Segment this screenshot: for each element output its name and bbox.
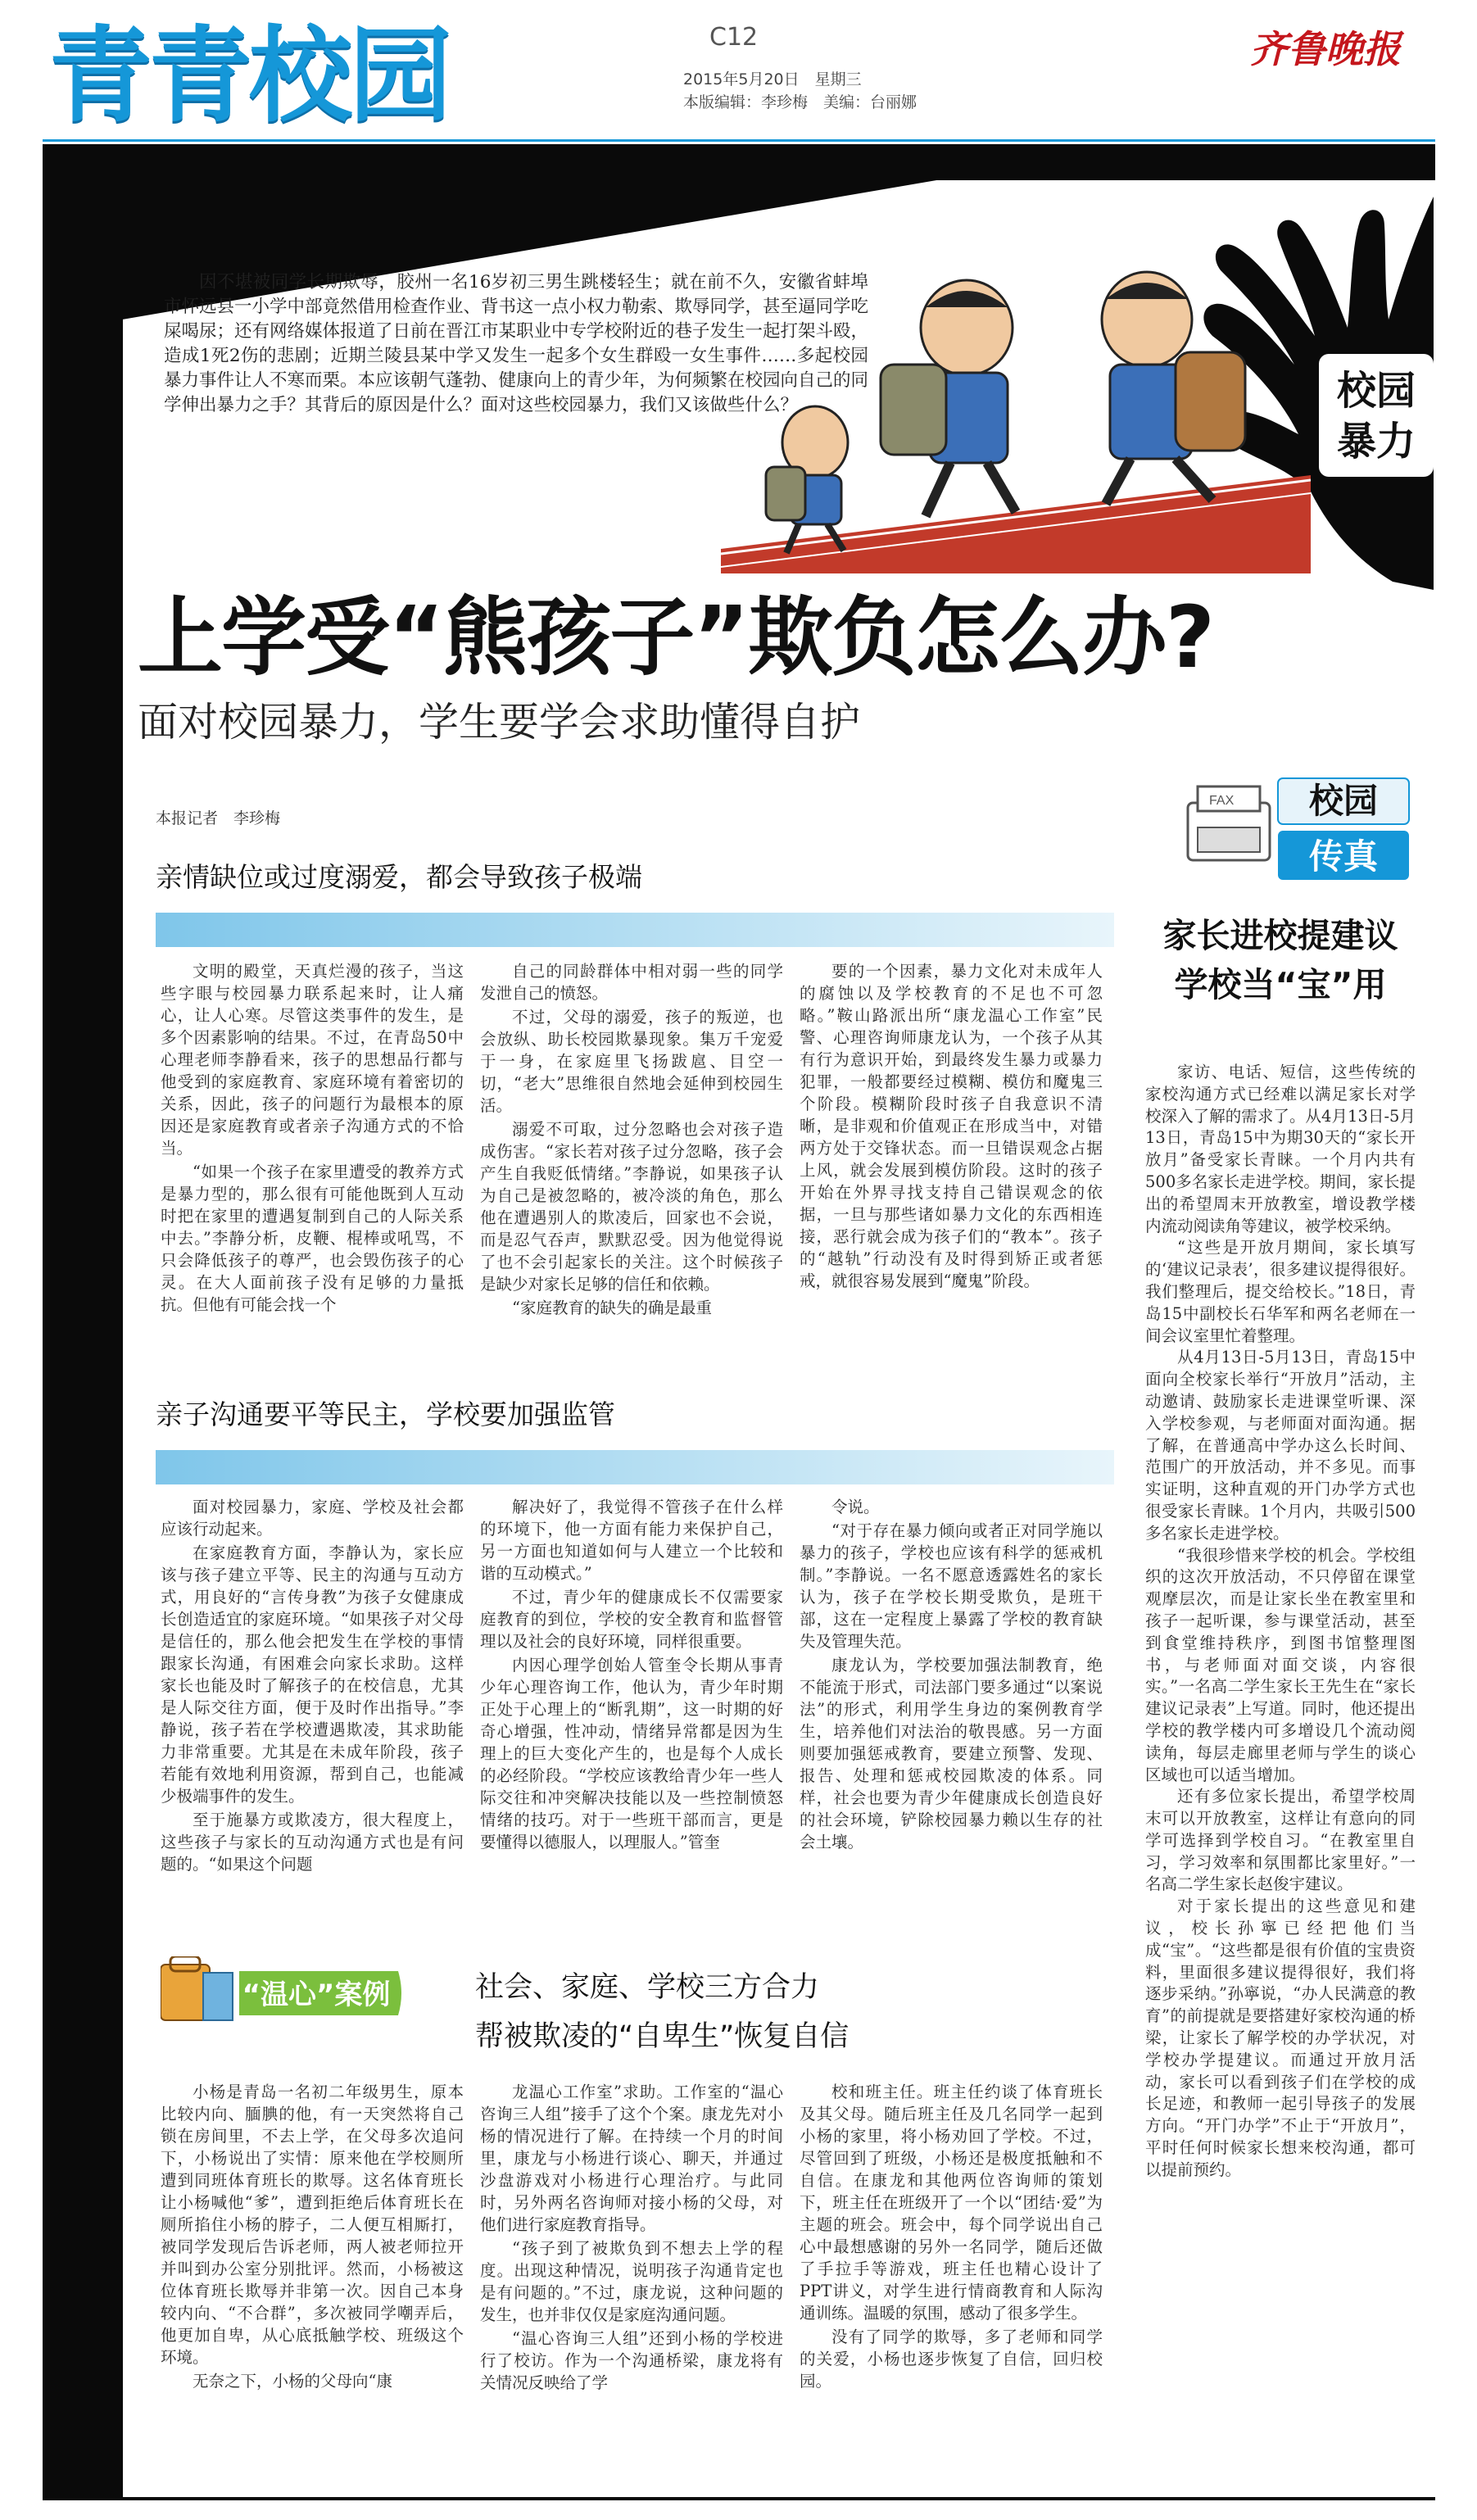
- fax-title-line1: 家长进校提建议: [1162, 916, 1398, 955]
- section1-col3: [800, 960, 1103, 1294]
- paragraph: 校和班主任。班主任约谈了体育班长及其父母。随后班主任及几名同学一起到小杨的家里，将小杨劝回了学校。不过，尽管回到了班级，小杨还是极度抵触和不自信。在康龙和其他两位咨询师的策划下，班主任在班级开了一个以“团结·爱”为主题的班会。班会中，每个同学说出自己心中最想感谢的另外一名同学，随后还做了手拉手等游戏，班主任也精心设计了PPT讲义，对学生进行情商教育和人际沟通训练。温暖的氛围，感动了很多学生。: [800, 2083, 1103, 2323]
- paragraph: 从4月13日-5月13日，青岛15中面向全校家长举行“开放月”活动，主动邀请、鼓励家长走进课堂听课、深入学校参观，与老师面对面沟通。据了解，在普通高中学办这么长时间、范围广的开放活动，并不多见。而事实证明，这种直观的开门办学方式也很受家长青睐。1个月内，共吸引500多名家长走进学校。: [1145, 1348, 1416, 1543]
- lead-paragraph: [164, 270, 868, 418]
- byline: 本报记者 李珍梅: [156, 809, 281, 827]
- section1-title: 亲情缺位或过度溺爱，都会导致孩子极端: [156, 861, 642, 893]
- badge-line2: 暴力: [1336, 419, 1416, 465]
- lead-text: 因不堪被同学长期欺辱，胶州一名16岁初三男生跳楼轻生；就在前不久，安徽省蚌埠市怀远县一小学中部竟然借用检查作业、背书这一点小权力勒索、欺辱同学，甚至逼同学吃屎喝尿；还有网络媒体报道了日前在晋江市某职业中专学校附近的巷子发生一起打架斗殴，造成1死2伤的悲剧；近期兰陵县某中学又发生一起多个女生群殴一女生事件……多起校园暴力事件让人不寒而栗。本应该朝气蓬勃、健康向上的青少年，为何频繁在校园向自己的同学伸出暴力之手？其背后的原因是什么？面对这些校园暴力，我们又该做些什么？: [164, 272, 869, 415]
- paragraph: 要的一个因素，暴力文化对未成年人的腐蚀以及学校教育的不足也不可忽略。”鞍山路派出所“康龙温心工作室”民警、心理咨询师康龙认为，一个孩子从其有行为意识开始，到最终发生暴力或暴力犯罪，一般都要经过模糊、模仿和魔鬼三个阶段。模糊阶段时孩子自我意识不清晰，是非观和价值观正在形成当中，对错两方处于交锋状态。而一旦错误观念占据上风，就会发展到模仿阶段。这时的孩子开始在外界寻找支持自己错误观念的依据，一旦与那些诸如暴力文化的东西相连接，恶行就会成为孩子们的“教本”。孩子的“越轨”行动没有及时得到矫正或者惩戒，就很容易发展到“魔鬼”阶段。: [800, 962, 1103, 1290]
- paragraph: 自己的同龄群体中相对弱一些的同学发泄自己的愤怒。: [480, 962, 783, 1003]
- case-col3: [800, 2081, 1103, 2394]
- paragraph: 康龙认为，学校要加强法制教育，绝不能流于形式，司法部门要多通过“以案说法”的形式，利用学生身边的案例教育学生，培养他们对法治的敬畏感。另一方面则要加强惩戒教育，要建立预警、发现、报告、处理和惩戒校园欺凌的体系。同样，社会也要为青少年健康成长创造良好的社会环境，铲除校园暴力赖以生存的社会土壤。: [800, 1656, 1103, 1851]
- section2-bar: [156, 1450, 1114, 1484]
- newspaper-logo: 齐鲁晚报: [1250, 27, 1401, 71]
- badge-line1: 校园: [1336, 368, 1416, 414]
- section2-col3: [800, 1496, 1103, 1855]
- fax-title: [1145, 911, 1416, 1009]
- case-title-line2: 帮被欺凌的“自卑生”恢复自信: [475, 2020, 850, 2053]
- paragraph: 龙温心工作室”求助。工作室的“温心咨询三人组”接手了这个个案。康龙先对小杨的情况进行了解。在持续一个月的时间里，康龙与小杨进行谈心、聊天，并通过沙盘游戏对小杨进行心理治疗。与此同时，另外两名咨询师对接小杨的父母，对他们进行家庭教育指导。: [480, 2083, 783, 2234]
- page-number: C12: [709, 23, 759, 52]
- paragraph: 令说。: [831, 1498, 880, 1516]
- paragraph: 无奈之下，小杨的父母向“康: [193, 2372, 392, 2391]
- paragraph: 小杨是青岛一名初二年级男生，原本比较内向、腼腆的他，有一天突然将自己锁在房间里，不去上学，在父母多次追问下，小杨说出了实情：原来他在学校厕所遭到同班体育班长的欺辱。这名体育班长让小杨喊他“爹”，遭到拒绝后体育班长在厕所掐住小杨的脖子，二人便互相厮打，被同学发现后告诉老师，两人被老师拉开并叫到办公室分别批评。然而，小杨被这位体育班长欺辱并非第一次。因自己本身较内向、“不合群”，多次被同学嘲弄后，他更加自卑，从心底抵触学校、班级这个环境。: [161, 2083, 464, 2367]
- section2-col2: [480, 1496, 783, 1855]
- paragraph: 对于家长提出的这些意见和建议，校长孙寧已经把他们当成“宝”。“这些都是很有价值的宝贵资料，里面很多建议提得很好，我们将逐步采纳。”孙寧说，“办人民满意的教育”的前提就是要搭建好家校沟通的桥梁，让家长了解学校的办学状况，对学校办学提建议。而通过开放月活动，家长可以看到孩子们在学校的成长足迹，和教师一起引导孩子的发展方向。“开门办学”不止于“开放月”，平时任何时候家长想来校沟通，都可以提前预约。: [1145, 1897, 1416, 2179]
- section2-title: 亲子沟通要平等民主，学校要加强监管: [156, 1398, 615, 1430]
- book-icon: [203, 1973, 233, 2020]
- case-badge: [161, 1956, 406, 2030]
- top-rule: [43, 139, 1435, 142]
- paragraph: 解决好了，我觉得不管孩子在什么样的环境下，他一方面有能力来保护自己，另一方面也知道如何与人建立一个比较和谐的互动模式。”: [480, 1498, 783, 1583]
- headline: 上学受“熊孩子”欺负怎么办?: [138, 587, 1214, 687]
- paragraph: 没有了同学的欺辱，多了老师和同学的关爱，小杨也逐步恢复了自信，回归校园。: [800, 2327, 1103, 2391]
- fax-badge-line2: 传真: [1308, 836, 1379, 877]
- editor-line: 本版编辑：李珍梅 美编：台丽娜: [683, 93, 917, 111]
- section1-bar: [156, 913, 1114, 947]
- paragraph: 不过，父母的溺爱，孩子的叛逆，也会放纵、助长校园欺暴现象。集万千宠爱于一身，在家庭里飞扬跋扈、目空一切，“老大”思维很自然地会延伸到校园生活。: [480, 1008, 783, 1115]
- fax-badge-line1: 校园: [1308, 781, 1379, 821]
- paragraph: 文明的殿堂，天真烂漫的孩子，当这些字眼与校园暴力联系起来时，让人痛心，让人心寒。尽管这类事件的发生，是多个因素影响的结果。不过，在青岛50中心理老师李静看来，孩子的思想品行都与他受到的家庭教育、家庭环境有着密切的关系，因此，孩子的问题行为最根本的原因还是家庭教育或者亲子沟通方式的不恰当。: [161, 962, 464, 1158]
- masthead: [49, 15, 614, 138]
- paragraph: “家庭教育的缺失的确是最重: [512, 1299, 712, 1317]
- bottom-rule: [43, 2497, 1435, 2500]
- subheadline: 面对校园暴力，学生要学会求助懂得自护: [138, 699, 861, 746]
- masthead-title: 青青校园: [49, 16, 449, 136]
- section1-col1: [161, 960, 464, 1317]
- paragraph: 面对校园暴力，家庭、学校及社会都应该行动起来。: [161, 1498, 464, 1539]
- fax-label: FAX: [1209, 794, 1235, 808]
- paragraph: “我很珍惜来学校的机会。学校组织的这次开放活动，不只停留在课堂观摩层次，而是让家长坐在教室里和孩子一起听课，参与课堂活动，甚至到食堂维持秩序，到图书馆整理图书，与老师面对面交谈，内容很实。”一名高二学生家长王先生在“家长建议记录表”上写道。同时，他还提出学校的教学楼内可多增设几个流动阅读角，每层走廊里老师与学生的谈心区域也可以适当增加。: [1145, 1545, 1416, 1784]
- section1-col2: [480, 960, 783, 1321]
- paragraph: 家访、电话、短信，这些传统的家校沟通方式已经难以满足家长对学校深入了解的需求了。从4月13日-5月13日，青岛15中为期30天的“家长开放月”备受家长青睐。一个月内共有500多名家长走进学校。期间，家长提出的希望周末开放教室，增设教学楼内流动阅读角等建议，被学校采纳。: [1145, 1063, 1416, 1235]
- paragraph: “这些是开放月期间，家长填写的‘建议记录表’，很多建议提得很好。我们整理后，提交给校长。”18日，青岛15中副校长石华军和两名老师在一间会议室里忙着整理。: [1145, 1238, 1416, 1345]
- case-title-line1: 社会、家庭、学校三方合力: [475, 1971, 820, 2004]
- paragraph: 内因心理学创始人管奎令长期从事青少年心理咨询工作，他认为，青少年时期正处于心理上的“断乳期”，这一时期的好奇心增强，性冲动，情绪异常都是因为生理上的巨大变化产生的，也是每个人成长的必经阶段。“学校应该教给青少年一些人际交往和冲突解决技能以及一些控制愤怒情绪的技巧。对于一些班干部而言，更是要懂得以德服人，以理服人。”管奎: [480, 1656, 783, 1851]
- campus-violence-badge: [1319, 354, 1434, 477]
- paragraph: “温心咨询三人组”还到小杨的学校进行了校访。作为一个沟通桥梁，康龙将有关情况反映给了学: [480, 2329, 783, 2392]
- fax-title-line2: 学校当“宝”用: [1174, 965, 1387, 1004]
- paragraph: “如果一个孩子在家里遭受的教养方式是暴力型的，那么很有可能他既到人互动时把在家里的遭遇复制到自己的人际关系中去。”李静分析，皮鞭、棍棒或吼骂，不只会降低孩子的尊严，也会毁伤孩子的心灵。在大人面前孩子没有足够的力量抵抗。但他有可能会找一个: [161, 1163, 464, 1314]
- paragraph: “对于存在暴力倾向或者正对同学施以暴力的孩子，学校也应该有科学的惩戒机制。”李静说。一名不愿意透露姓名的家长认为，孩子在学校长期受欺负，是班干部，这在一定程度上暴露了学校的教育缺失及管理失范。: [800, 1521, 1103, 1651]
- paragraph: 至于施暴方或欺凌方，很大程度上，这些孩子与家长的互动沟通方式也是有问题的。“如果这个问题: [161, 1811, 464, 1874]
- paragraph: 还有多位家长提出，希望学校周末可以开放教室，这样让有意向的同学可选择到学校自习。“在教室里自习，学习效率和氛围都比家里好。”一名高二学生家长赵俊宇建议。: [1145, 1787, 1416, 1894]
- campus-fax-badge: [1180, 770, 1417, 893]
- date-line: 2015年5月20日 星期三: [683, 70, 862, 88]
- case-badge-label: “温心”案例: [242, 1978, 391, 2011]
- section2-col1: [161, 1496, 464, 1877]
- paragraph: “孩子到了被欺负到不想去上学的程度。出现这种情况，说明孩子沟通肯定也是有问题的。”不过，康龙说，这种问题的发生，也并非仅仅是家庭沟通问题。: [480, 2239, 783, 2324]
- paragraph: 溺爱不可取，过分忽略也会对孩子造成伤害。“家长若对孩子过分忽略，孩子会产生自我贬低情绪。”李静说，如果孩子认为自己是被忽略的，被冷淡的角色，那么他在遭遇别人的欺凌后，回家也不会说，而是忍气吞声，默默忍受。因为他觉得说了也不会引起家长的关注。这个时候孩子是缺少对家长足够的信任和依赖。: [480, 1120, 783, 1294]
- paragraph: 不过，青少年的健康成长不仅需要家庭教育的到位，学校的安全教育和监督管理以及社会的良好环境，同样很重要。: [480, 1588, 783, 1651]
- case-col1: [161, 2081, 464, 2394]
- paragraph: 在家庭教育方面，李静认为，家长应该与孩子建立平等、民主的沟通与互动方式，用良好的“言传身教”为孩子女健康成长创造适宜的家庭环境。“如果孩子对父母是信任的，那么他会把发生在学校的事情跟家长沟通，有困难会向家长求助。这样家长也能及时了解孩子的在校信息，尤其是人际交往方面，便于及时作出指导。”李静说，孩子若在学校遭遇欺凌，其求助能力非常重要。尤其是在未成年阶段，孩子若能有效地利用资源，帮到自己，也能减少极端事件的发生。: [161, 1543, 464, 1806]
- fax-body: [1145, 1062, 1416, 2182]
- case-col2: [480, 2081, 783, 2395]
